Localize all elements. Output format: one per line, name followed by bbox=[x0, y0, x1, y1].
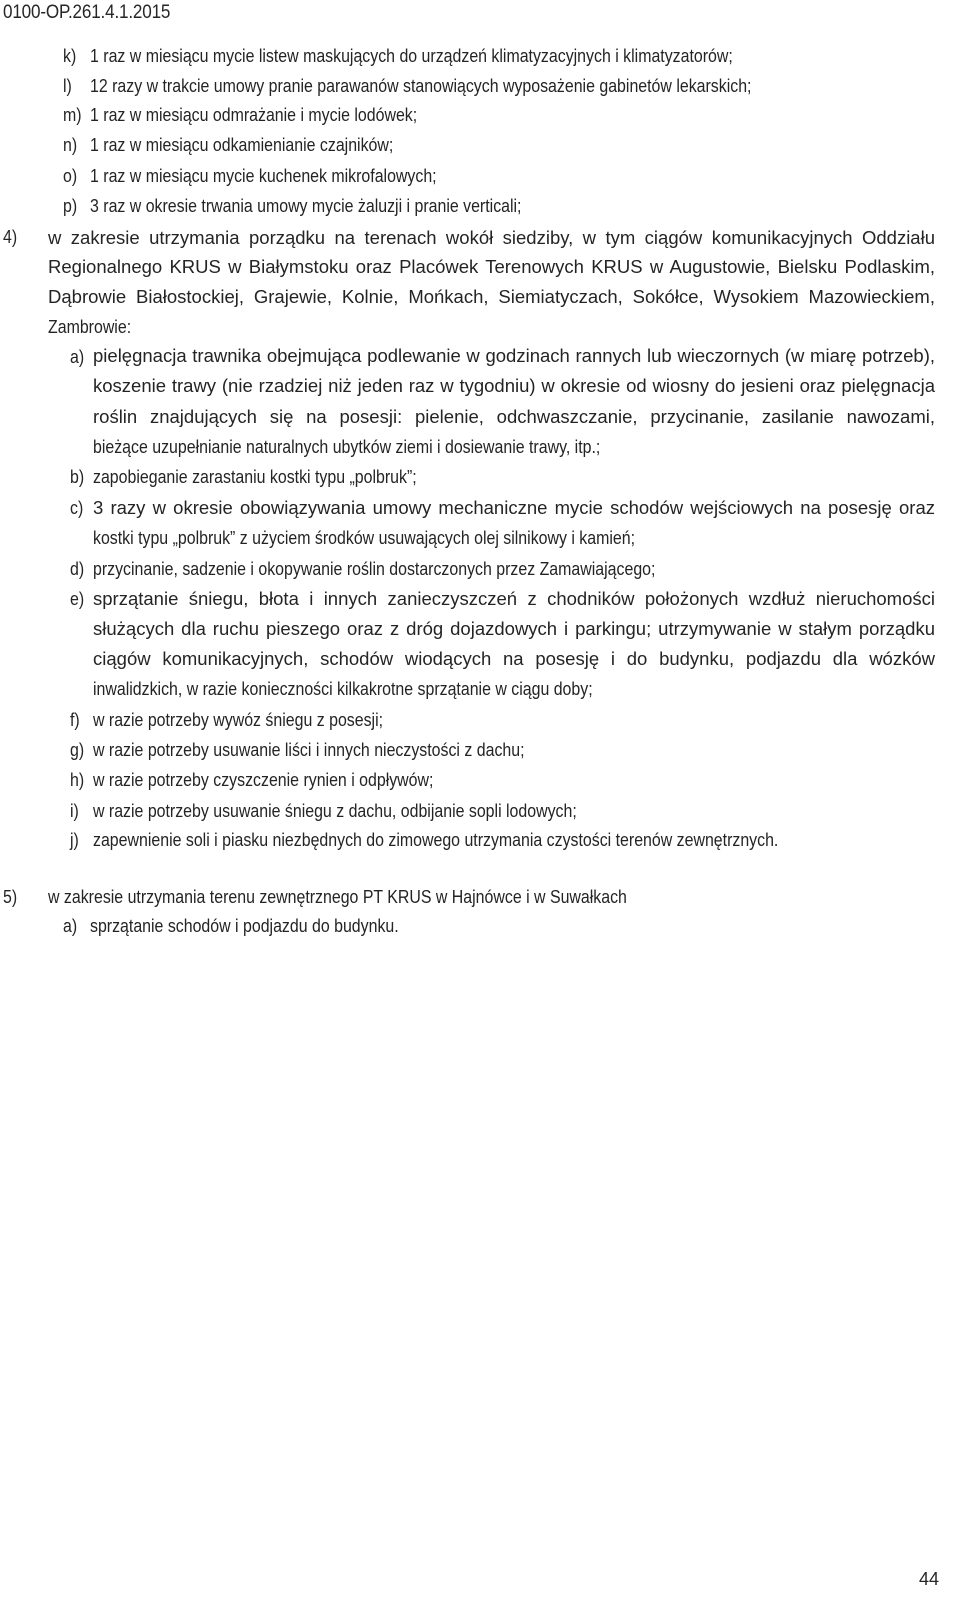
list-item-text: roślin znajdujących się na posesji: pielenie, odchwaszczanie, przycinanie, zasilanie nawozami, bbox=[93, 406, 935, 427]
list-marker: m) bbox=[63, 104, 82, 125]
list-item-text: w razie potrzeby usuwanie liści i innych nieczystości z dachu; bbox=[93, 739, 525, 760]
list-item-text: inwalidzkich, w razie konieczności kilkakrotne sprzątanie w ciągu doby; bbox=[93, 678, 593, 699]
section-4-intro-line: Zambrowie: bbox=[48, 316, 132, 337]
list-marker: d) bbox=[70, 558, 85, 579]
list-marker: a) bbox=[63, 915, 78, 936]
list-marker: p) bbox=[63, 195, 78, 216]
list-item-text: 3 raz w okresie trwania umowy mycie żaluzji i pranie verticali; bbox=[90, 195, 522, 216]
list-item-text: w razie potrzeby usuwanie śniegu z dachu, odbijanie sopli lodowych; bbox=[93, 800, 577, 821]
list-marker: o) bbox=[63, 165, 78, 186]
list-item-text: w razie potrzeby wywóz śniegu z posesji; bbox=[93, 709, 384, 730]
list-item-text: kostki typu „polbruk” z użyciem środków usuwających olej silnikowy i kamień; bbox=[93, 527, 636, 548]
list-item-text: sprzątanie schodów i podjazdu do budynku. bbox=[90, 915, 399, 936]
list-marker: b) bbox=[70, 466, 85, 487]
list-item-text: bieżące uzupełnianie naturalnych ubytków ziemi i dosiewanie trawy, itp.; bbox=[93, 436, 601, 457]
list-marker: f) bbox=[70, 709, 80, 730]
document-reference-number: 0100-OP.261.4.1.2015 bbox=[3, 2, 171, 23]
list-item-text: 1 raz w miesiącu odkamienianie czajników; bbox=[90, 134, 394, 155]
section-marker: 4) bbox=[3, 226, 18, 247]
section-4-intro-line: Dąbrowie Białostockiej, Grajewie, Kolnie, Mońkach, Siemiatyczach, Sokółce, Wysokiem Mazowieckiem, bbox=[48, 286, 935, 307]
list-item-text: 1 raz w miesiącu odmrażanie i mycie lodówek; bbox=[90, 104, 418, 125]
list-item-text: ciągów komunikacyjnych, schodów wiodących na posesję i do budynku, podjazdu dla wózków bbox=[93, 648, 935, 669]
list-item-text: 1 raz w miesiącu mycie kuchenek mikrofalowych; bbox=[90, 165, 437, 186]
list-marker: e) bbox=[70, 588, 85, 609]
list-item-text: pielęgnacja trawnika obejmująca podlewanie w godzinach rannych lub wieczornych (w miarę potrzeb), bbox=[93, 345, 935, 366]
list-marker: n) bbox=[63, 134, 78, 155]
list-marker: c) bbox=[70, 497, 84, 518]
list-marker: g) bbox=[70, 739, 85, 760]
list-marker: h) bbox=[70, 769, 85, 790]
list-marker: a) bbox=[70, 346, 85, 367]
list-marker: l) bbox=[63, 75, 72, 96]
list-item-text: zapewnienie soli i piasku niezbędnych do zimowego utrzymania czystości terenów zewnętrznych. bbox=[93, 829, 779, 850]
list-item-text: zapobieganie zarastaniu kostki typu „polbruk”; bbox=[93, 466, 417, 487]
section-5-intro-line: w zakresie utrzymania terenu zewnętrznego PT KRUS w Hajnówce i w Suwałkach bbox=[48, 886, 627, 907]
list-item-text: sprzątanie śniegu, błota i innych zanieczyszczeń z chodników położonych wzdłuż nieruchomości bbox=[93, 588, 935, 609]
section-marker: 5) bbox=[3, 886, 18, 907]
list-item-text: 1 raz w miesiącu mycie listew maskujących do urządzeń klimatyzacyjnych i klimatyzatorów; bbox=[90, 45, 733, 66]
page-number: 44 bbox=[919, 1569, 940, 1589]
list-marker: k) bbox=[63, 45, 77, 66]
list-marker: i) bbox=[70, 800, 79, 821]
list-item-text: koszenie trawy (nie rzadziej niż jeden raz w tygodniu) w okresie od wiosny do jesieni oraz pielęgnacja bbox=[93, 375, 935, 396]
list-item-text: przycinanie, sadzenie i okopywanie roślin dostarczonych przez Zamawiającego; bbox=[93, 558, 656, 579]
list-item-text: w razie potrzeby czyszczenie rynien i odpływów; bbox=[93, 769, 434, 790]
list-marker: j) bbox=[70, 829, 79, 850]
list-item-text: służących dla ruchu pieszego oraz z dróg dojazdowych i parkingu; utrzymywanie w stałym porządku bbox=[93, 618, 935, 639]
list-item-text: 3 razy w okresie obowiązywania umowy mechaniczne mycie schodów wejściowych na posesję oraz bbox=[93, 497, 935, 518]
list-item-text: 12 razy w trakcie umowy pranie parawanów stanowiących wyposażenie gabinetów lekarskich; bbox=[90, 75, 752, 96]
section-4-intro-line: Regionalnego KRUS w Białymstoku oraz Placówek Terenowych KRUS w Augustowie, Bielsku Podlaskim, bbox=[48, 256, 935, 277]
section-4-intro-line: w zakresie utrzymania porządku na terenach wokół siedziby, w tym ciągów komunikacyjnych Oddziału bbox=[48, 227, 935, 248]
